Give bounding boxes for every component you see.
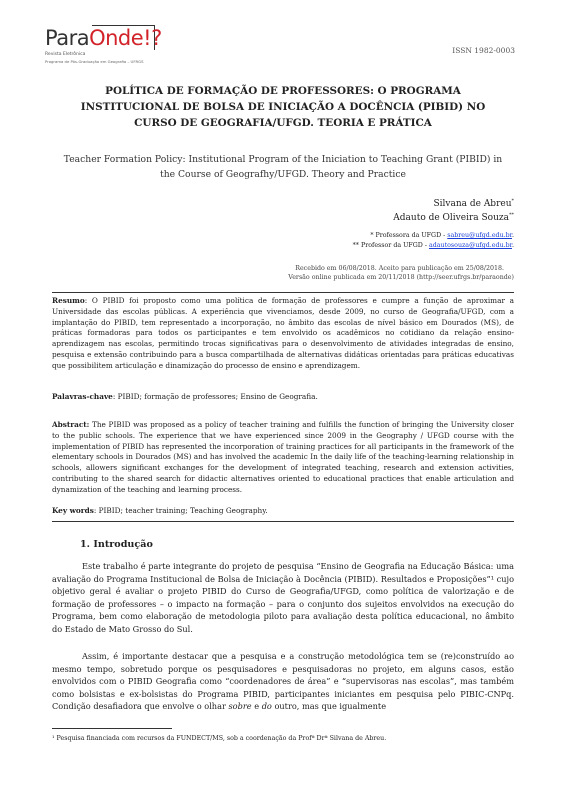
palavras-chave: Palavras-chave: PIBID; formação de professores; Ensino de Geografia. — [52, 392, 318, 401]
affiliation-1: * Professora da UFGD - sabreu@ufgd.edu.br. — [370, 232, 514, 239]
resumo: Resumo: O PIBID foi proposto como uma política de formação de professores e cumpre a função de aproximar a Universidade das escolas públicas. A experiência que vivenciamos, desde 2009, no curso de Geografia/UFGD, com a implantação do PIBID, tem representado a incorporação, no âmbito das escolas de nível básico em Dourados (MS), de práticas formadoras para todos os participantes e tem envolvido os acadêmicos no cotidiano da relação ensino-aprendizagem nas escolas, permitindo trocas significativas para o desenvolvimento de atividades integradas de ensino, pesquisa e extensão contribuindo para a busca compartilhada de alternativas didáticas orientadas para práticas educativas que possibilitem articulação e dinamização do processo de ensino e aprendizagem. — [52, 296, 514, 370]
paper-subtitle: Teacher Formation Policy: Institutional Program of the Iniciation to Teaching Grant (PIBID) in the Course of Geografhy/UFGD. Theory and Practice — [63, 154, 503, 180]
email-link-1[interactable]: sabreu@ufgd.edu.br — [447, 232, 512, 239]
affiliation-2: ** Professor da UFGD - adautosouza@ufgd.edu.br. — [352, 242, 514, 249]
section-divider — [52, 292, 514, 293]
footnote-rule — [52, 728, 172, 729]
section-heading: 1. Introdução — [80, 539, 153, 550]
online-date: Versão online publicada em 20/11/2018 (http://seer.ufrgs.br/paraonde) — [288, 274, 514, 281]
footnote: ¹ Pesquisa financiada com recursos da FUNDECT/MS, sob a coordenação da Profª Drª Silvana de Abreu. — [52, 735, 387, 742]
email-link-2[interactable]: adautosouza@ufgd.edu.br — [429, 242, 512, 249]
journal-logo — [45, 24, 215, 70]
abstract: Abstract: The PIBID was proposed as a policy of teacher training and fulfills the function of bringing the University closer to the public schools. The experience that we have experienced since 2009 in the Geography / UFGD course with the implementation of PIBID has represented the incorporation of training practices for all participants in the framework of the elementary schools in Dourados (MS) and has involved the academic In the daily life of the teaching-learning relationship in schools, allowers significant exchanges for the development of integrated teaching, research and extension activities, contributing to the shared search for didactic alternatives oriented to educational practices that enable articulation and dynamization of the teaching and learning process. — [52, 420, 514, 494]
author-1: Silvana de Abreu* — [433, 198, 514, 209]
logo-program: Programa de Pós-Graduação em Geografia – UFRGS — [45, 59, 144, 64]
logo-wordmark: ParaOnde!? — [45, 26, 162, 50]
intro-paragraph-1: Este trabalho é parte integrante do projeto de pesquisa “Ensino de Geografia na Educação Básica: uma avaliação do Programa Institucional de Bolsa de Iniciação à Docência (PIBID). Resultados e Proposições”¹ cujo objetivo geral é avaliar o projeto PIBID do Curso de Geografia/UFGD, como política de valorização e de formação de professores – o impacto na formação – para o conjunto dos sujeitos envolvidos na execução do Programa, bem como elaboração de metodologia piloto para avaliação desta política educacional, no âmbito do Estado de Mato Grosso do Sul. — [52, 561, 514, 634]
logo-subtitle: Revista Eletrônica — [45, 52, 86, 57]
paper-title: POLÍTICA DE FORMAÇÃO DE PROFESSORES: O PROGRAMA INSTITUCIONAL DE BOLSA DE INICIAÇÃO A DOCÊNCIA (PIBID) NO CURSO DE GEOGRAFIA/UFGD. TEORIA E PRÁTICA — [80, 85, 486, 129]
intro-paragraph-2: Assim, é importante destacar que a pesquisa e a construção metodológica tem se (re)construído ao mesmo tempo, sobretudo porque os pesquisadores e pesquisadoras no projeto, em alguns casos, estão envolvidos com o PIBID Geografia como “coordenadores de área” e “supervisoras nas escolas”, mas também como bolsistas e ex-bolsistas do Programa PIBID, participantes iniciantes em pesquisa pelo PIBIC-CNPq. Condição desafiadora que envolve o olhar sobre e do outro, mas que igualmente — [52, 651, 514, 712]
received-dates: Recebido em 06/08/2018. Aceito para publicação em 25/08/2018. — [295, 265, 504, 272]
section-divider-2 — [52, 521, 514, 522]
keywords: Key words: PIBID; teacher training; Teaching Geography. — [52, 506, 268, 515]
issn: ISSN 1982-0003 — [452, 46, 515, 55]
author-2: Adauto de Oliveira Souza** — [393, 212, 514, 223]
